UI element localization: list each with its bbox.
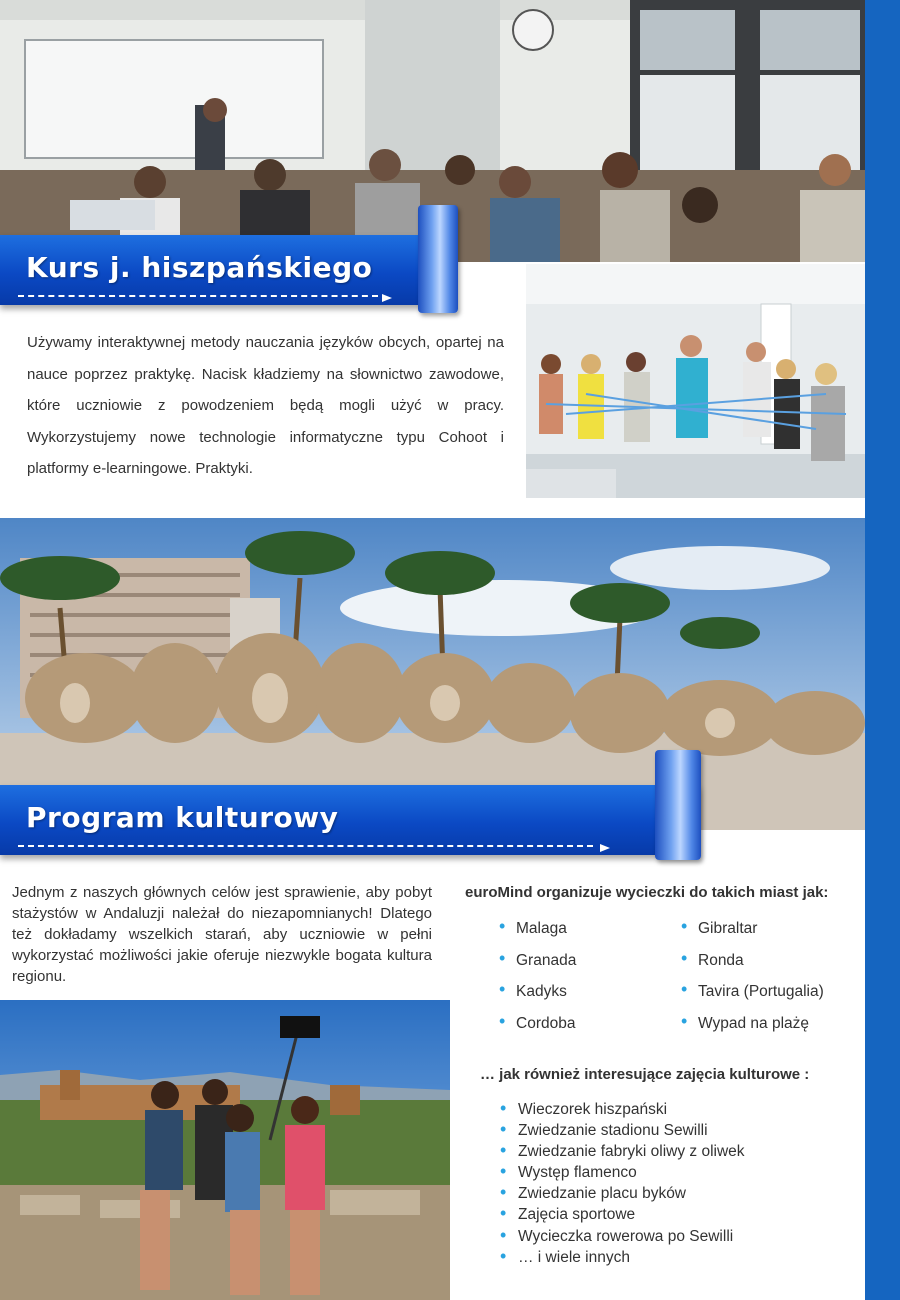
culture-item: • Wieczorek hiszpański (500, 1101, 745, 1122)
course-description: Używamy interaktywnej metody nauczania języków obcych, opartej na nauce poprzez praktykę. Nacisk kładziemy na słownictwo zawodowe, które uczniowie z powodzeniem będą mogli użyć w pracy. Wykorzystujemy nowe technologie informatyczne typu Cohoot i platformy e-learningowe. Praktyki. (27, 334, 504, 477)
city-item: • Malaga (500, 920, 576, 952)
malagueta-beach-photo (0, 518, 865, 830)
city-item: • Gibraltar (682, 920, 824, 952)
culture-item: • Zwiedzanie fabryki oliwy z oliwek (500, 1143, 745, 1164)
culture-item: • Występ flamenco (500, 1164, 745, 1185)
culture-item: • Zwiedzanie placu byków (500, 1185, 745, 1206)
banner-dashed-line (18, 295, 378, 297)
city-item: • Kadyks (500, 983, 576, 1015)
cities-heading: euroMind organizuje wycieczki do takich miast jak: (465, 884, 829, 901)
city-list-left (500, 920, 576, 1047)
culture-description: Jednym z naszych głównych celów jest sprawienie, aby pobyt stażystów w Andaluzji należał do niezapomnianych! Dlatego też dokładamy wszelkich starań, aby uczniowie w pełni wykorzystać możliwości jakie oferuje niezwykle bogata kultura regionu. (12, 884, 432, 985)
city-item: • Tavira (Portugalia) (682, 983, 824, 1015)
alhambra-selfie-photo (0, 1000, 450, 1300)
culture-item: • … i wiele innych (500, 1249, 745, 1270)
culture-item: • Wycieczka rowerowa po Sewilli (500, 1228, 745, 1249)
banner-scroll-curl (655, 750, 701, 860)
city-item: • Wypad na plażę (682, 1015, 824, 1047)
group-activity-photo (526, 264, 865, 498)
culture-activities-heading: … jak również interesujące zajęcia kulturowe : (480, 1066, 810, 1083)
culture-item: • Zwiedzanie stadionu Sewilli (500, 1122, 745, 1143)
banner-dashed-line (18, 845, 593, 847)
section-banner-culture (0, 785, 700, 855)
section-banner-course (0, 235, 445, 305)
culture-item: • Zajęcia sportowe (500, 1206, 745, 1227)
banner-arrow-icon (600, 844, 610, 852)
section-title-culture: Program kulturowy (26, 801, 339, 834)
banner-scroll-curl (418, 205, 458, 313)
section-title-course: Kurs j. hiszpańskiego (26, 251, 373, 284)
right-sidebar-stripe (865, 0, 900, 1300)
culture-activities-list (500, 1101, 745, 1270)
banner-arrow-icon (382, 294, 392, 302)
city-item: • Ronda (682, 952, 824, 984)
city-item: • Granada (500, 952, 576, 984)
city-list-right (682, 920, 824, 1047)
city-item: • Cordoba (500, 1015, 576, 1047)
